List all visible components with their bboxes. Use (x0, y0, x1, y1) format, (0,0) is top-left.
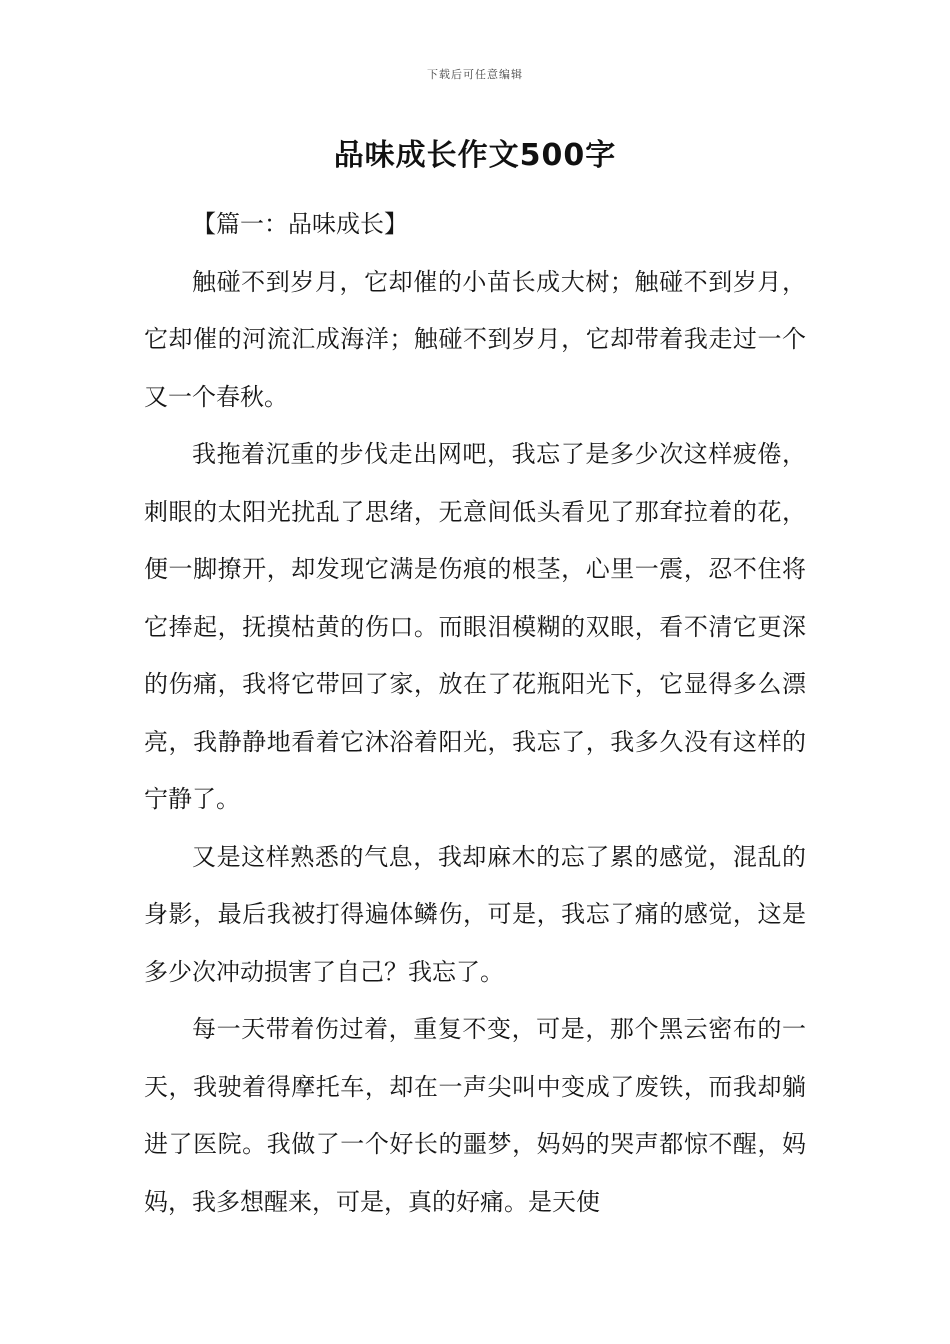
header-note: 下载后可任意编辑 (427, 68, 523, 81)
document-title: 品味成长作文500字 (333, 138, 617, 173)
document-body (144, 196, 806, 1231)
paragraph-3: 又是这样熟悉的气息，我却麻木的忘了累的感觉，混乱的身影，最后我被打得遍体鳞伤，可是，我忘了痛的感觉，这是多少次冲动损害了自己？我忘了。 (144, 842, 806, 986)
paragraph-1: 触碰不到岁月，它却催的小苗长成大树；触碰不到岁月，它却催的河流汇成海洋；触碰不到岁月，它却带着我走过一个又一个春秋。 (144, 267, 806, 411)
section-heading: 【篇一：品味成长】 (192, 210, 408, 238)
paragraph-2: 我拖着沉重的步伐走出网吧，我忘了是多少次这样疲倦，刺眼的太阳光扰乱了思绪，无意间低头看见了那耷拉着的花，便一脚撩开，却发现它满是伤痕的根茎，心里一震，忍不住将它捧起，抚摸枯黄的伤口。而眼泪模糊的双眼，看不清它更深的伤痛，我将它带回了家，放在了花瓶阳光下，它显得多么漂亮，我静静地看着它沐浴着阳光，我忘了，我多久没有这样的宁静了。 (144, 440, 806, 813)
paragraph-4: 每一天带着伤过着，重复不变，可是，那个黑云密布的一天，我驶着得摩托车，却在一声尖叫中变成了废铁，而我却躺进了医院。我做了一个好长的噩梦，妈妈的哭声都惊不醒，妈妈，我多想醒来，可是，真的好痛。是天使 (144, 1015, 806, 1216)
